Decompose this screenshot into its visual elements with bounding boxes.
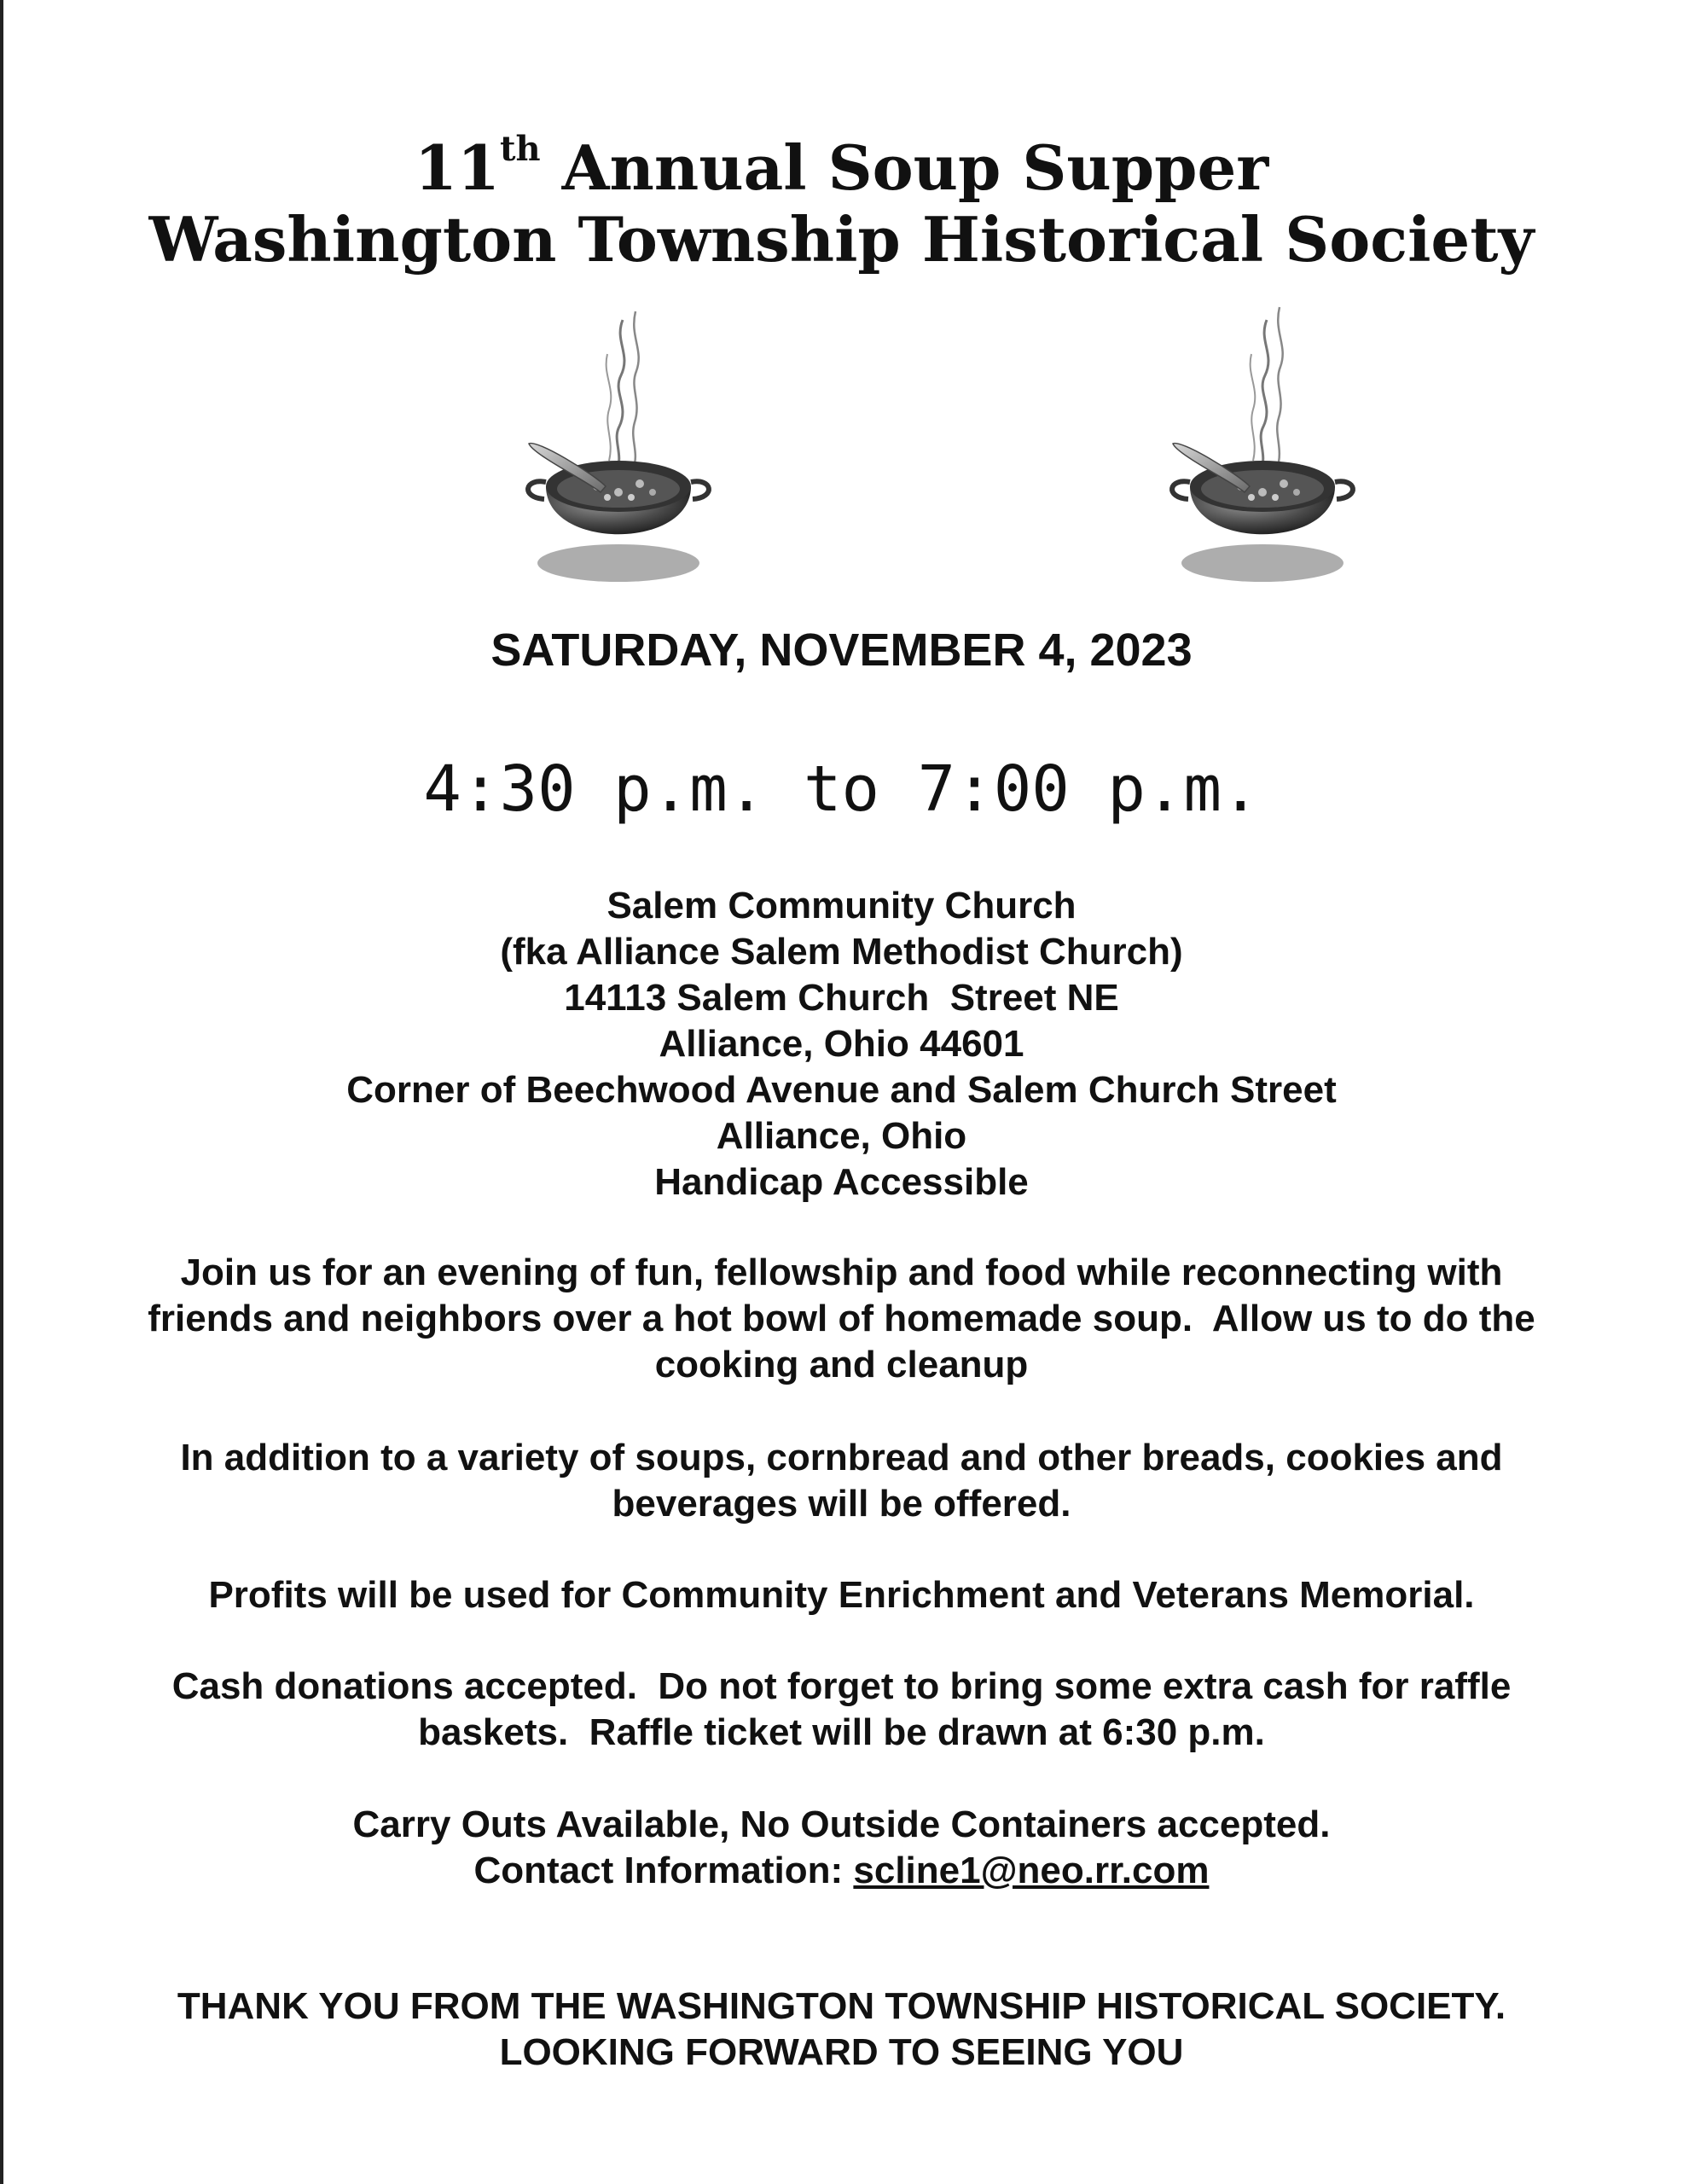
event-title [0, 111, 1683, 206]
paragraph-line: Join us for an evening of fun, fellowship and food while reconnecting with [180, 1252, 1503, 1293]
profits-paragraph: Profits will be used for Community Enrichment and Veterans Memorial. [208, 1574, 1475, 1616]
title-ordinal: th [500, 129, 541, 169]
location-line: Handicap Accessible [654, 1161, 1029, 1203]
paragraph-line: baskets. Raffle ticket will be drawn at 6:30 p.m. [418, 1711, 1265, 1753]
location-block [0, 883, 1683, 1205]
contact-email-link[interactable]: scline1@neo.rr.com [853, 1850, 1210, 1891]
paragraph-line: cooking and cleanup [654, 1344, 1029, 1385]
paragraph-line: beverages will be offered. [612, 1483, 1071, 1525]
location-line: (fka Alliance Salem Methodist Church) [500, 931, 1183, 973]
contact-label: Contact Information: [473, 1850, 854, 1891]
title-text: Annual Soup Supper [561, 131, 1269, 204]
event-time: 4:30 p.m. to 7:00 p.m. [423, 752, 1260, 826]
title-number: 11 [414, 131, 501, 204]
location-line: Corner of Beechwood Avenue and Salem Church Street [346, 1069, 1337, 1111]
paragraph-line: Cash donations accepted. Do not forget to bring some extra cash for raffle [171, 1665, 1512, 1707]
location-line: Alliance, Ohio [716, 1115, 967, 1157]
contact-line [128, 1848, 1555, 1894]
soup-pot-icon [512, 303, 725, 584]
paragraph-line: Carry Outs Available, No Outside Containers accepted. [352, 1804, 1331, 1845]
donations-paragraph [128, 1664, 1555, 1756]
location-line: Salem Community Church [606, 885, 1077, 926]
organization-title: Washington Township Historical Society [148, 203, 1535, 276]
closing-line: THANK YOU FROM THE WASHINGTON TOWNSHIP HISTORICAL SOCIETY. [177, 1985, 1506, 2027]
soup-pot-icon [1156, 303, 1369, 584]
closing-line: LOOKING FORWARD TO SEEING YOU [499, 2031, 1184, 2073]
carryout-paragraph [128, 1802, 1555, 1894]
closing-message [128, 1984, 1555, 2076]
event-date: SATURDAY, NOVEMBER 4, 2023 [490, 624, 1193, 676]
paragraph-line: In addition to a variety of soups, cornbread and other breads, cookies and [180, 1437, 1503, 1478]
location-line: Alliance, Ohio 44601 [659, 1023, 1024, 1065]
location-line: 14113 Salem Church Street NE [564, 977, 1119, 1019]
paragraph-line: friends and neighbors over a hot bowl of homemade soup. Allow us to do the [148, 1298, 1535, 1339]
menu-paragraph [128, 1435, 1555, 1527]
invite-paragraph [128, 1250, 1555, 1388]
